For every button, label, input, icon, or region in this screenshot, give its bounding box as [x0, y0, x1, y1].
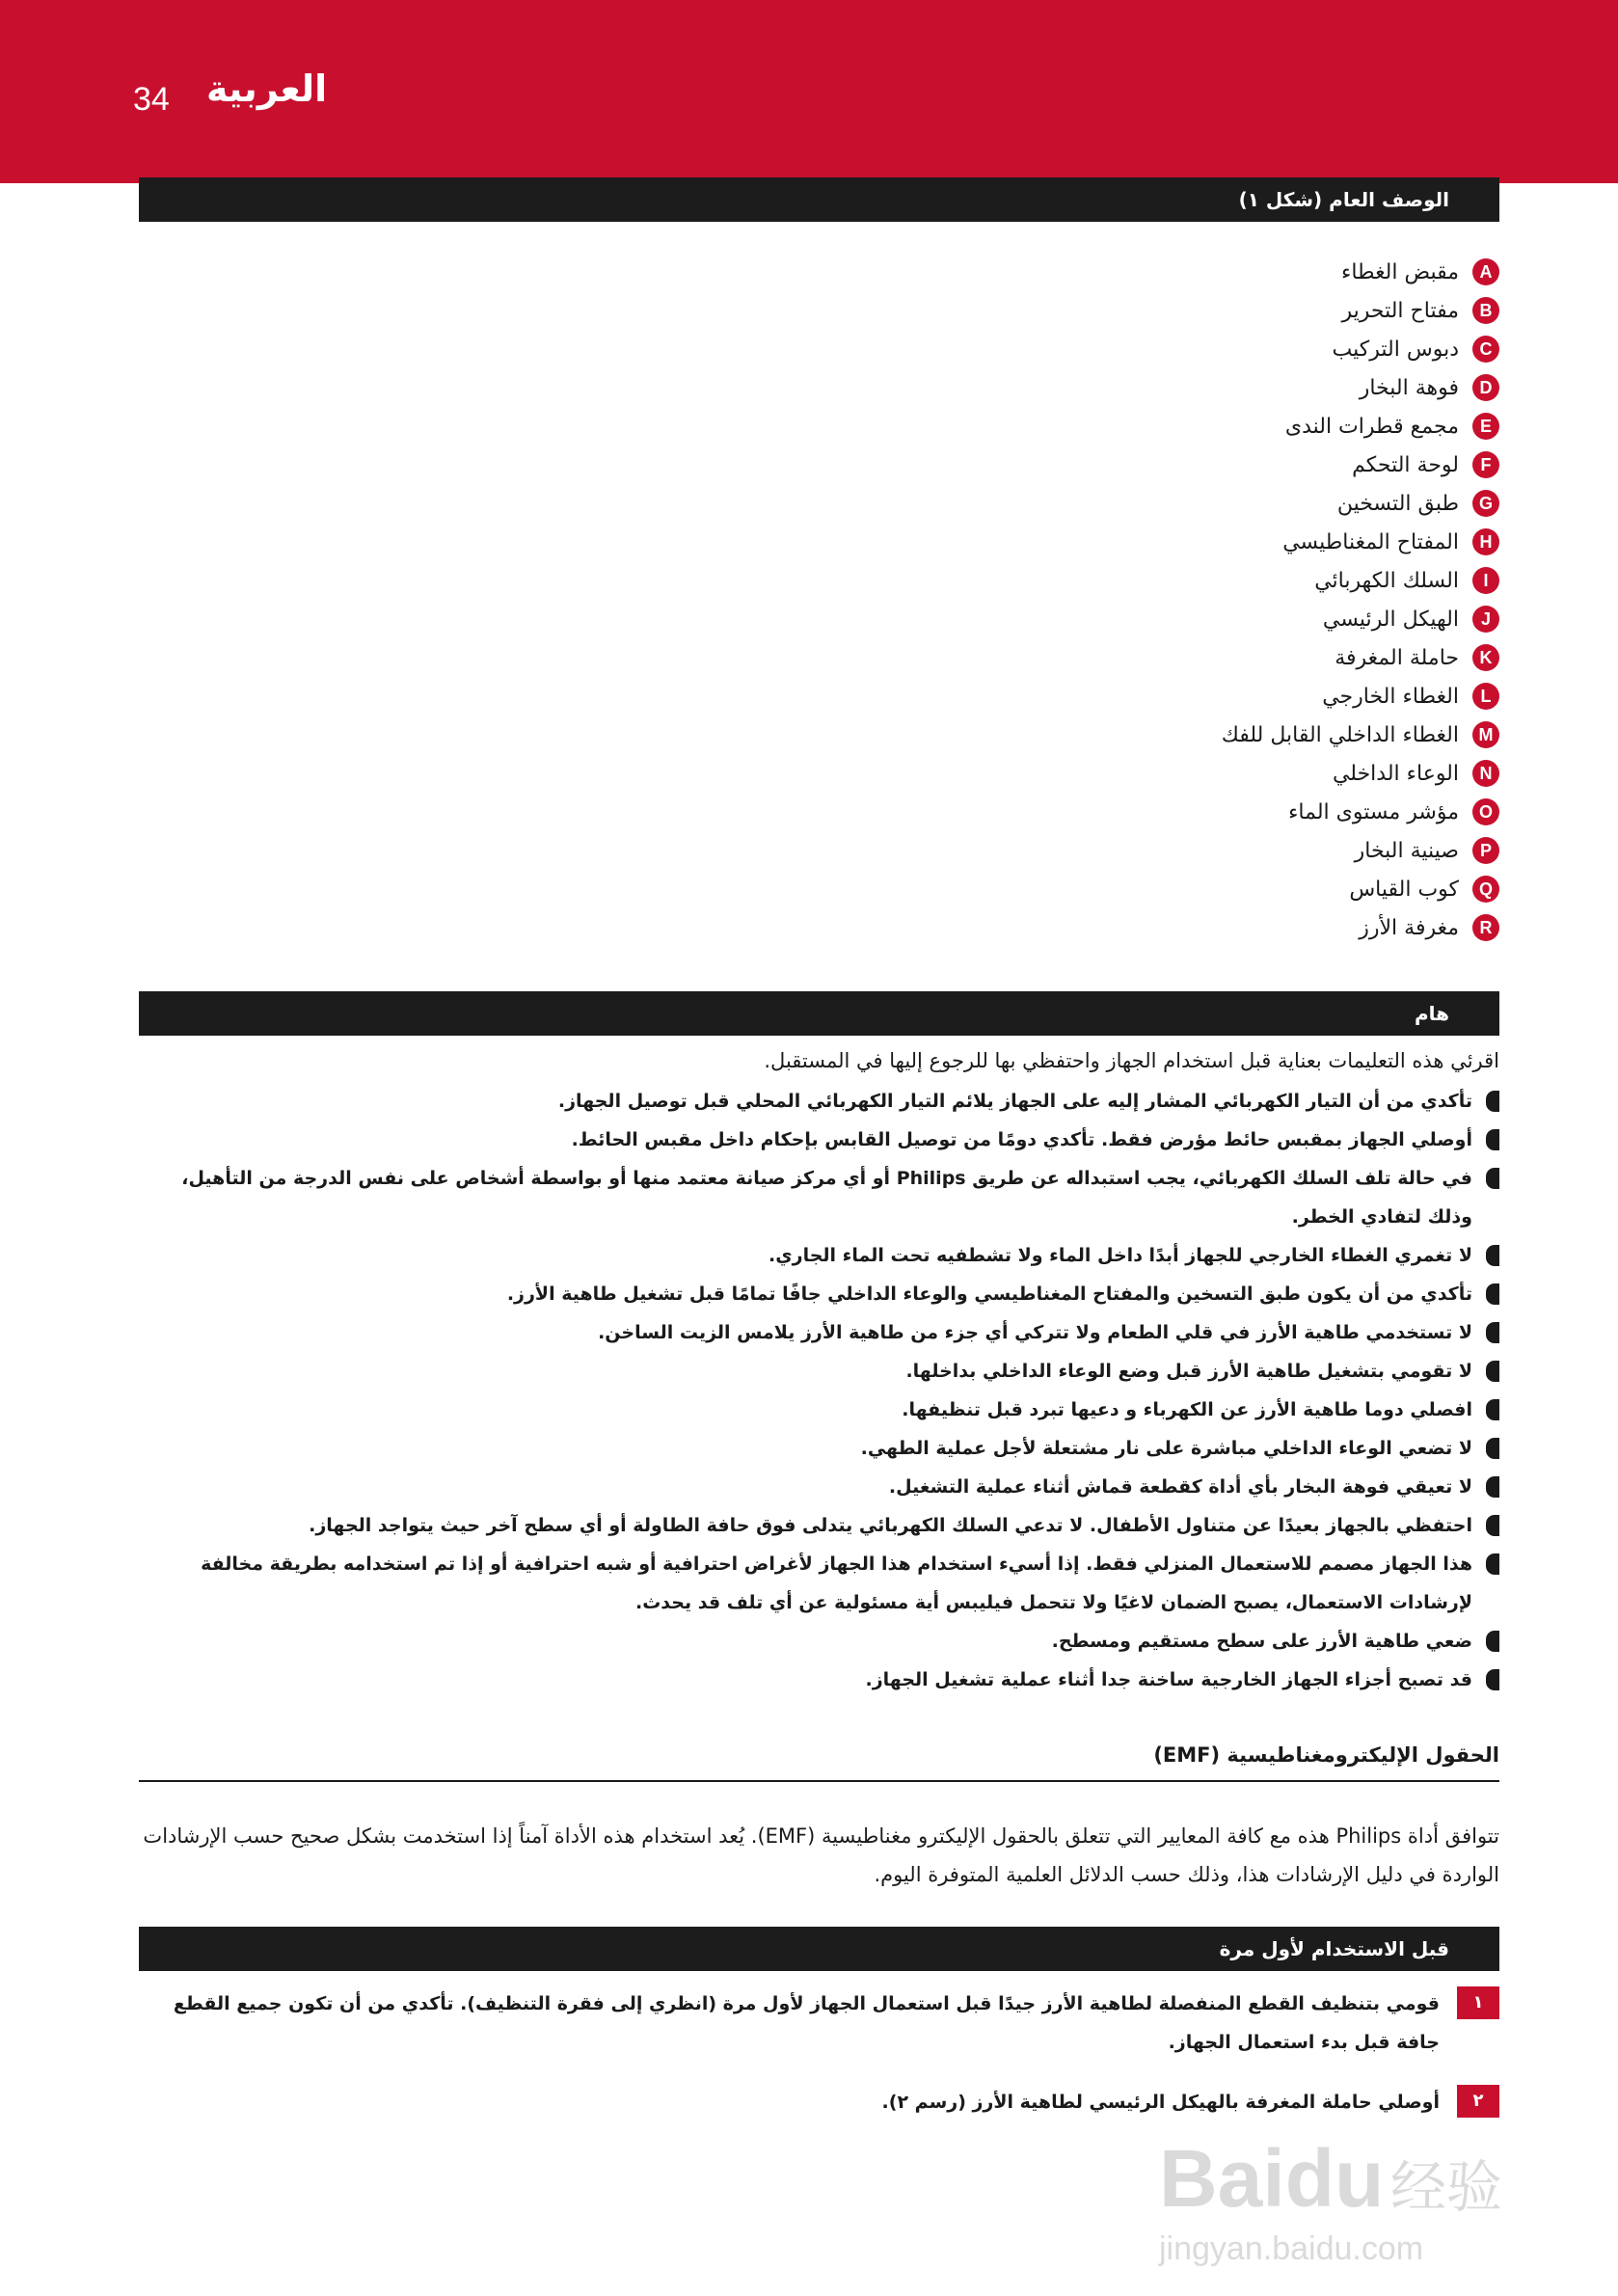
list-item [139, 1275, 1499, 1313]
bullet-icon [1486, 1091, 1499, 1112]
step-text: أوصلي حاملة المغرفة بالهيكل الرئيسي لطاهية الأرز (رسم ٢). [881, 2092, 1440, 2113]
list-item [1222, 291, 1499, 330]
section-divider [139, 1780, 1499, 1782]
list-item [1222, 523, 1499, 561]
bullet-icon [1486, 1361, 1499, 1382]
watermark-url: jingyan.baidu.com [1159, 2230, 1424, 2267]
list-item [1222, 407, 1499, 446]
part-label: الغطاء الخارجي [1322, 684, 1459, 709]
bullet-text: هذا الجهاز مصمم للاستعمال المنزلي فقط. إذا أسيء استخدام هذا الجهاز لأغراض احترافية أو شبه احترافية أو إذا تم استخدامه بطريقة مخالفة لإرشادات الاستعمال، يصبح الضمان لاغيًا ولا تتحمل فيليبس أية مسئولية عن أي تلف قد يحدث. [201, 1553, 1472, 1613]
list-item [139, 1352, 1499, 1391]
bullet-text: لا تضعي الوعاء الداخلي مباشرة على نار مشتعلة لأجل عملية الطهي. [860, 1438, 1472, 1459]
bullet-text: لا تستخدمي طاهية الأرز في قلي الطعام ولا تتركي أي جزء من طاهية الأرز يلامس الزيت الساخن. [598, 1322, 1472, 1343]
list-item [1222, 446, 1499, 484]
list-item [1222, 677, 1499, 716]
bullet-icon [1486, 1245, 1499, 1266]
bullet-icon [1486, 1168, 1499, 1189]
language-title: العربية [206, 68, 328, 110]
bullet-text: احتفظي بالجهاز بعيدًا عن متناول الأطفال. لا تدعي السلك الكهربائي يتدلى فوق حافة الطاولة أو أي سطح آخر حيث يتواجد الجهاز. [309, 1515, 1472, 1536]
list-item [1222, 561, 1499, 600]
part-label: الغطاء الداخلي القابل للفك [1221, 722, 1459, 747]
list-item [139, 1622, 1499, 1661]
watermark-logo [1149, 2091, 1535, 2283]
list-item [1222, 330, 1499, 368]
part-letter-badge: R [1472, 914, 1499, 941]
part-label: الهيكل الرئيسي [1322, 607, 1459, 632]
bullet-icon [1486, 1399, 1499, 1420]
bullet-text: ضعي طاهية الأرز على سطح مستقيم ومسطح. [1051, 1631, 1472, 1652]
step-text: قومي بتنظيف القطع المنفصلة لطاهية الأرز جيدًا قبل استعمال الجهاز لأول مرة (انظري إلى فقرة التنظيف). تأكدي من أن تكون جميع القطع جافة قبل بدء استعمال الجهاز. [173, 1993, 1440, 2053]
step-number-badge: ١ [1457, 1986, 1499, 2019]
part-label: مؤشر مستوى الماء [1288, 799, 1459, 824]
bullet-text: افصلي دوما طاهية الأرز عن الكهرباء و دعيها تبرد قبل تنظيفها. [902, 1399, 1472, 1420]
list-item [1222, 793, 1499, 831]
part-label: فوهة البخار [1359, 375, 1459, 400]
part-letter-badge: G [1472, 490, 1499, 517]
part-letter-badge: K [1472, 644, 1499, 671]
part-label: مقبض الغطاء [1340, 259, 1459, 284]
list-item [139, 1082, 1499, 1121]
list-item [139, 1985, 1499, 2062]
bullet-text: تأكدي من أن يكون طبق التسخين والمفتاح المغناطيسي والوعاء الداخلي جافًا تمامًا قبل تشغيل طاهية الأرز. [506, 1283, 1472, 1305]
bullet-text: لا تقومي بتشغيل طاهية الأرز قبل وضع الوعاء الداخلي بداخلها. [905, 1361, 1472, 1382]
part-letter-badge: O [1472, 798, 1499, 825]
section-header-important: هام [139, 991, 1499, 1036]
section-header-emf: الحقول الإليكترومغناطيسية (EMF) [1153, 1743, 1499, 1767]
list-item [139, 1236, 1499, 1275]
list-item [139, 1159, 1499, 1236]
list-item [1222, 908, 1499, 947]
section-header-first-use: قبل الاستخدام لأول مرة [139, 1927, 1499, 1971]
list-item [1222, 754, 1499, 793]
part-letter-badge: L [1472, 683, 1499, 710]
part-label: طبق التسخين [1336, 491, 1459, 516]
bullet-icon [1486, 1322, 1499, 1343]
page-number: 34 [133, 81, 170, 118]
list-item [1222, 253, 1499, 291]
bullet-icon [1486, 1129, 1499, 1150]
list-item [139, 1121, 1499, 1159]
part-label: مغرفة الأرز [1359, 915, 1459, 940]
part-label: المفتاح المغناطيسي [1282, 529, 1459, 554]
bullet-icon [1486, 1438, 1499, 1459]
bullet-text: أوصلي الجهاز بمقبس حائط مؤرض فقط. تأكدي دومًا من توصيل القابس بإحكام داخل مقبس الحائط. [571, 1129, 1472, 1150]
part-label: الوعاء الداخلي [1332, 761, 1459, 786]
part-letter-badge: D [1472, 374, 1499, 401]
parts-list [1222, 253, 1499, 947]
part-letter-badge: B [1472, 297, 1499, 324]
list-item [139, 1429, 1499, 1468]
part-letter-badge: C [1472, 336, 1499, 363]
bullet-icon [1486, 1553, 1499, 1575]
list-item [1222, 484, 1499, 523]
watermark-brand: Baidu [1159, 2133, 1385, 2224]
part-letter-badge: P [1472, 837, 1499, 864]
part-label: حاملة المغرفة [1335, 645, 1459, 670]
section-header-general-description: الوصف العام (شكل ١) [139, 177, 1499, 222]
bullet-text: لا تغمري الغطاء الخارجي للجهاز أبدًا داخل الماء ولا تشطفيه تحت الماء الجاري. [769, 1245, 1472, 1266]
list-item [139, 1313, 1499, 1352]
bullet-icon [1486, 1283, 1499, 1305]
part-letter-badge: A [1472, 258, 1499, 285]
part-letter-badge: H [1472, 528, 1499, 555]
bullet-icon [1486, 1631, 1499, 1652]
watermark-chinese: 经验 [1390, 2154, 1503, 2220]
list-item [1222, 368, 1499, 407]
part-label: السلك الكهربائي [1314, 568, 1459, 593]
list-item [1222, 831, 1499, 870]
important-intro: اقرئي هذه التعليمات بعناية قبل استخدام الجهاز واحتفظي بها للرجوع إليها في المستقبل. [764, 1049, 1499, 1072]
important-bullet-list [139, 1082, 1499, 1699]
emf-paragraph: تتوافق أداة Philips هذه مع كافة المعايير التي تتعلق بالحقول الإليكترو مغناطيسية (EMF). يُعد استخدام هذه الأداة آمناً إذا استخدمت بشكل صحيح حسب الإرشادات الواردة في دليل الإرشادات هذا، وذلك حسب الدلائل العلمية المتوفرة اليوم. [143, 1824, 1499, 1886]
bullet-text: في حالة تلف السلك الكهربائي، يجب استبداله عن طريق Philips أو أي مركز صيانة معتمد منها أو بواسطة أشخاص على نفس الدرجة من التأهيل، وذلك لتفادي الخطر. [181, 1168, 1472, 1228]
part-letter-badge: M [1472, 721, 1499, 748]
step-number-badge: ٢ [1457, 2085, 1499, 2118]
list-item [1222, 638, 1499, 677]
part-label: لوحة التحكم [1352, 452, 1459, 477]
part-label: صينية البخار [1354, 838, 1459, 863]
bullet-text: تأكدي من أن التيار الكهربائي المشار إليه على الجهاز يلائم التيار الكهربائي المحلي قبل توصيل الجهاز. [557, 1091, 1472, 1112]
bullet-text: قد تصبح أجزاء الجهاز الخارجية ساخنة جدا أثناء عملية تشغيل الجهاز. [865, 1669, 1472, 1690]
list-item [139, 1545, 1499, 1622]
list-item [1222, 716, 1499, 754]
bullet-text: لا تعيقي فوهة البخار بأي أداة كقطعة قماش أثناء عملية التشغيل. [888, 1476, 1472, 1498]
list-item [139, 1468, 1499, 1506]
part-label: دبوس التركيب [1332, 337, 1459, 362]
part-label: مفتاح التحرير [1341, 298, 1459, 323]
list-item [1222, 870, 1499, 908]
part-letter-badge: N [1472, 760, 1499, 787]
list-item [139, 1506, 1499, 1545]
part-letter-badge: E [1472, 413, 1499, 440]
list-item [139, 1391, 1499, 1429]
part-letter-badge: F [1472, 451, 1499, 478]
part-label: كوب القياس [1349, 877, 1459, 902]
bullet-icon [1486, 1476, 1499, 1498]
part-label: مجمع قطرات الندى [1284, 414, 1459, 439]
bullet-icon [1486, 1669, 1499, 1690]
part-letter-badge: Q [1472, 876, 1499, 903]
part-letter-badge: I [1472, 567, 1499, 594]
list-item [139, 1661, 1499, 1699]
bullet-icon [1486, 1515, 1499, 1536]
list-item [1222, 600, 1499, 638]
part-letter-badge: J [1472, 606, 1499, 633]
